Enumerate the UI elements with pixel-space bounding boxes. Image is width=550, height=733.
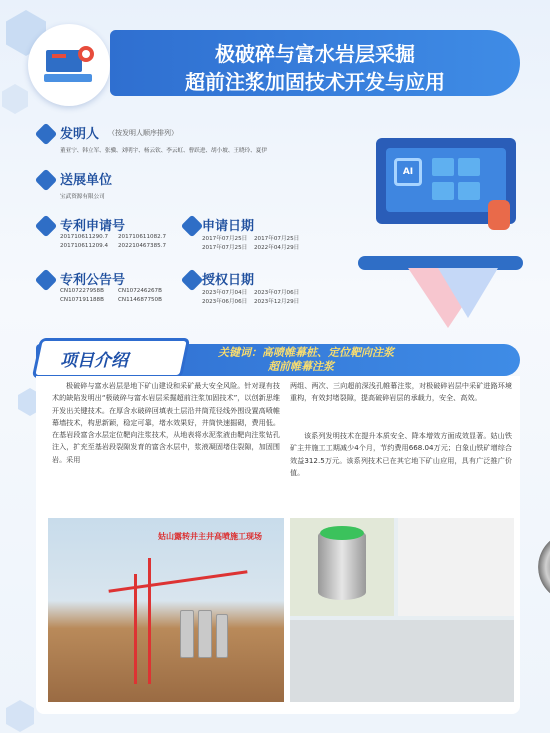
- header-logo: [28, 24, 110, 106]
- inventors-note: （按发明人顺序排列）: [108, 129, 178, 137]
- inventors-heading: 发明人: [60, 127, 100, 142]
- silo: [216, 614, 228, 658]
- applicant-heading: 送展单位: [60, 173, 113, 188]
- app-date: 2017年07月25日: [202, 236, 248, 242]
- patent-app-number: 201710611290.7: [60, 234, 109, 240]
- robot-icon: [488, 200, 510, 230]
- certificate-icon: [35, 269, 58, 292]
- grant-date: 2023年06月06日: [202, 299, 248, 305]
- patent-pub-number: CN107191188B: [60, 297, 104, 303]
- shield-icon: [35, 123, 58, 146]
- tech-illustration: [358, 118, 528, 338]
- machine-base: [44, 74, 92, 82]
- applicant-name: 宝武资源有限公司: [60, 194, 105, 200]
- grant-date: 2023年12月29日: [254, 299, 300, 305]
- building-icon: [35, 169, 58, 192]
- project-heading: 项目介绍: [60, 351, 128, 371]
- right-paragraph-1: 两组、两次、三向超前深浅孔帷幕注浆，对极破碎岩层中采矿进路环境重构，有效封堵裂隙，提高破碎岩层的承载力，安全、高效。: [290, 381, 512, 403]
- screen-tile: [432, 158, 454, 176]
- app-date: 2017年07月25日: [202, 245, 248, 251]
- patent-app-number: 201710611209.4: [60, 243, 109, 249]
- app-date: 2017年07月25日: [254, 236, 300, 242]
- app-date: 2022年04月29日: [254, 245, 300, 251]
- right-paragraph-2: 该系列发明技术在提升本质安全、降本增效方面成效显著。姑山铁矿主井施工工期减少4个月，节约费用668.04万元；白象山铁矿增综合效益312.5万元。该系列技术已在其它地下矿山应用，具有广泛推广价值。: [290, 431, 512, 477]
- left-paragraph: 极破碎与富水岩层是地下矿山建设和采矿最大安全风险。针对现有技术的缺陷发明出“极破碎与富水岩层采掘超前注浆加固技术”，以创新思维开发出关键技术。在厚含水破碎回填表土层沿井筒荒径线外围设置高喷帷幕墙技术，构思新颖，稳定可靠，堵水效果好，井筒快速掘砌，费用低。在基岩段富含水层定位靶向注浆技术，从地表将水泥浆液由靶向注浆钻孔注入，扩充至基岩段裂隙发育的富含水层中，浆液凝固堵住裂隙，加固围岩。采用: [52, 381, 280, 464]
- shaft-top: [320, 526, 364, 540]
- decor-triangle: [438, 268, 498, 318]
- hexagon-decoration: [2, 84, 28, 114]
- title-banner: [110, 30, 520, 96]
- crane-boom: [108, 570, 247, 592]
- crane-mast: [134, 574, 137, 684]
- ai-chip-icon: AI: [394, 158, 422, 186]
- shaft-diagram: [290, 518, 394, 616]
- inventors-names: 董亚宁、韩立军、张骥、刘明宇、杨云钦、李云虹、曹跃进、胡小坡、王晓玲、夏伊: [60, 148, 267, 154]
- construction-photo: [48, 518, 284, 702]
- gear-icon: [78, 46, 94, 62]
- calendar-icon: [181, 215, 204, 238]
- grant-date: 2023年07月04日: [202, 290, 248, 296]
- keywords: [218, 346, 394, 374]
- patent-pub-number: CN107227958B: [60, 288, 104, 294]
- title-line-1: 极破碎与富水岩层采掘: [215, 42, 415, 66]
- keywords-line-2: 超前帷幕注浆: [268, 360, 334, 373]
- photo-caption: 姑山露转井主井高喷施工现场: [158, 532, 262, 541]
- document-icon: [35, 215, 58, 238]
- clock-icon: [181, 269, 204, 292]
- grouting-diagram: [290, 620, 514, 702]
- silo: [198, 610, 212, 658]
- screen-tile: [432, 182, 454, 200]
- app-date-heading: 申请日期: [202, 219, 255, 234]
- technical-diagrams: [290, 518, 514, 702]
- hexagon-decoration: [6, 700, 34, 732]
- patent-pub-number: CN107246267B: [118, 288, 162, 294]
- keywords-line-1: 关键词：高喷帷幕桩、定位靶向注浆: [218, 346, 394, 359]
- curtain-diagram: [398, 518, 514, 616]
- grant-date: 2023年07月06日: [254, 290, 300, 296]
- crane-mast: [148, 558, 151, 684]
- grout-curtain-ring: [538, 532, 550, 602]
- monitor-accent: [52, 54, 66, 58]
- patent-pub-number: CN114687750B: [118, 297, 162, 303]
- patent-app-heading: 专利申请号: [60, 219, 126, 234]
- title-line-2: 超前注浆加固技术开发与应用: [185, 70, 445, 94]
- screen-tile: [458, 158, 480, 176]
- grant-date-heading: 授权日期: [202, 273, 255, 288]
- patent-pub-heading: 专利公告号: [60, 273, 126, 288]
- screen-tile: [458, 182, 480, 200]
- silo: [180, 610, 194, 658]
- patent-app-number: 201710611082.7: [118, 234, 167, 240]
- patent-app-number: 202210467385.7: [118, 243, 167, 249]
